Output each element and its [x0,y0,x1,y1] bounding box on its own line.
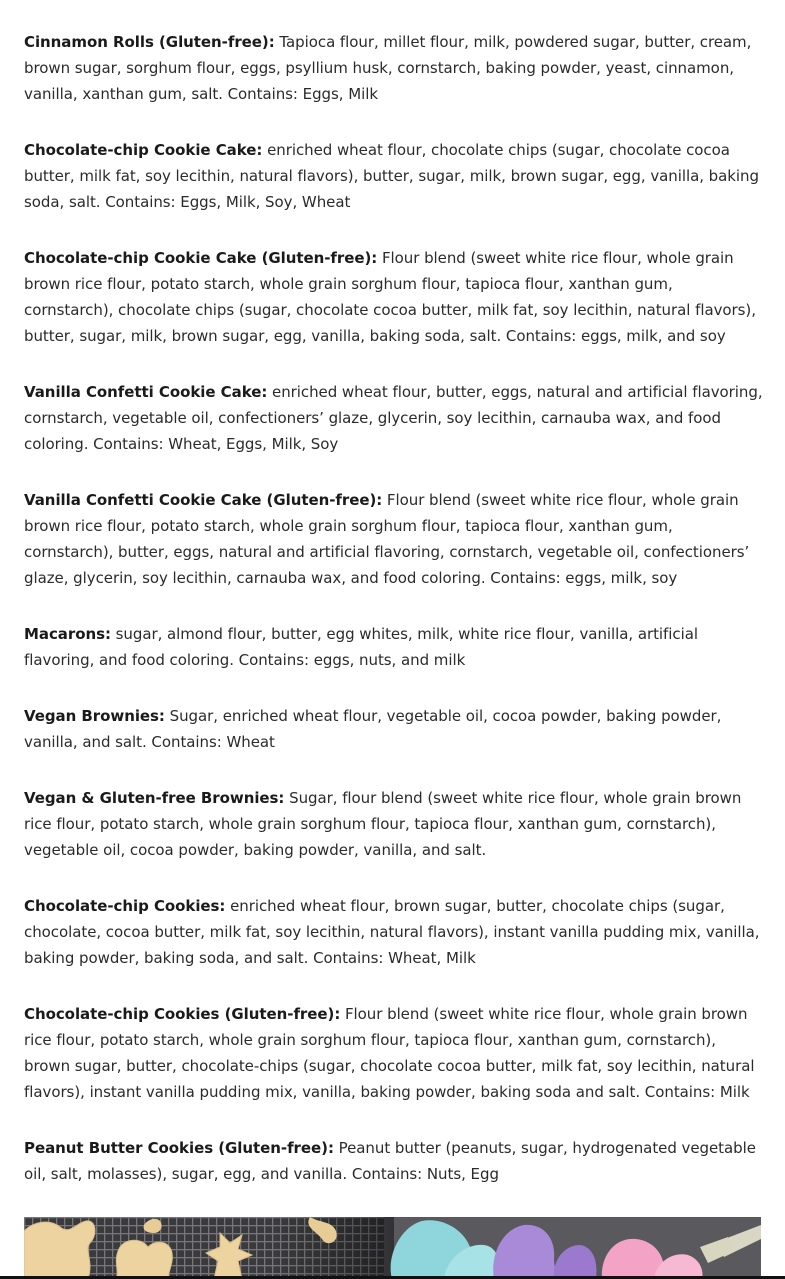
cookies-and-icing-photo [24,1217,761,1279]
entry-text: sugar, almond flour, butter, egg whites, milk, white rice flour, vanilla, artificial flavoring, and food coloring. Contains: eggs, nuts, and milk [24,625,698,669]
entry-text: Sugar, enriched wheat flour, vegetable oil, cocoa powder, baking powder, vanilla, and salt. Contains: Wheat [24,707,722,751]
entry-name: Chocolate-chip Cookies: [24,897,226,915]
cookie-shape-1 [24,1221,95,1279]
rack-shade [274,1217,394,1279]
entry-name: Chocolate-chip Cookie Cake (Gluten-free): [24,249,378,267]
entry-name: Vegan Brownies: [24,707,165,725]
ingredient-entry-vanilla-confetti-cookie-cake [24,379,764,457]
ingredient-entry-choc-chip-cookie-cake-gf [24,245,764,349]
entry-name: Cinnamon Rolls (Gluten-free): [24,33,275,51]
entry-name: Macarons: [24,625,111,643]
ingredient-entry-cinnamon-rolls-gf [24,29,764,107]
ingredient-entry-choc-chip-cookies [24,893,764,971]
entry-text: Flour blend (sweet white rice flour, whole grain brown rice flour, potato starch, whole grain sorghum flour, tapioca flour, xanthan gum, cornstarch), chocolate chips (sugar, chocolate cocoa butter, milk fat, soy lecithin, natural flavors), butter, sugar, milk, brown sugar, egg, vanilla, baking soda, salt. Contains: eggs, milk, and soy [24,249,756,345]
ingredient-entry-vanilla-confetti-cookie-cake-gf [24,487,764,591]
entry-text: enriched wheat flour, brown sugar, butter, chocolate chips (sugar, chocolate, cocoa butter, milk fat, soy lecithin, natural flavors), instant vanilla pudding mix, vanilla, baking powder, baking soda, and salt. Contains: Wheat, Milk [24,897,760,967]
ingredient-entry-vegan-gf-brownies [24,785,764,863]
ingredient-entry-choc-chip-cookie-cake [24,137,764,215]
entry-text: enriched wheat flour, butter, eggs, natural and artificial flavoring, cornstarch, vegetable oil, confectioners’ glaze, glycerin, soy lecithin, carnauba wax, and food coloring. Contains: Wheat, Eggs, Milk, Soy [24,383,763,453]
entry-text: enriched wheat flour, chocolate chips (sugar, chocolate cocoa butter, milk fat, soy lecithin, natural flavors), butter, sugar, milk, brown sugar, egg, vanilla, baking soda, salt. Contains: Eggs, Milk, Soy, Wheat [24,141,759,211]
entry-name: Chocolate-chip Cookies (Gluten-free): [24,1005,341,1023]
ingredients-list [24,29,764,1217]
entry-text: Flour blend (sweet white rice flour, whole grain brown rice flour, potato starch, whole grain sorghum flour, tapioca flour, xanthan gum, cornstarch), brown sugar, butter, chocolate-chips (sugar, chocolate cocoa butter, milk fat, soy lecithin, natural flavors), instant vanilla pudding mix, vanilla, baking powder, baking soda and salt. Contains: Milk [24,1005,755,1101]
ingredient-entry-peanut-butter-cookies-gf [24,1135,764,1187]
cookie-shape-2 [116,1240,172,1279]
entry-text: Sugar, flour blend (sweet white rice flour, whole grain brown rice flour, potato starch, whole grain sorghum flour, tapioca flour, xanthan gum, cornstarch), vegetable oil, cocoa powder, baking powder, vanilla, and salt. [24,789,742,859]
entry-text: Peanut butter (peanuts, sugar, hydrogenated vegetable oil, salt, molasses), sugar, egg, and vanilla. Contains: Nuts, Egg [24,1139,756,1183]
entry-text: Flour blend (sweet white rice flour, whole grain brown rice flour, potato starch, whole grain sorghum flour, tapioca flour, xanthan gum, cornstarch), butter, eggs, natural and artificial flavoring, cornstarch, vegetable oil, confectioners’ glaze, glycerin, soy lecithin, carnauba wax, and food coloring. Contains: eggs, milk, soy [24,491,750,587]
entry-name: Vegan & Gluten-free Brownies: [24,789,285,807]
ingredient-entry-vegan-brownies [24,703,764,755]
entry-text: Tapioca flour, millet flour, milk, powdered sugar, butter, cream, brown sugar, sorghum flour, eggs, psyllium husk, cornstarch, baking powder, yeast, cinnamon, vanilla, xanthan gum, salt. Contains: Eggs, Milk [24,33,752,103]
entry-name: Chocolate-chip Cookie Cake: [24,141,263,159]
entry-name: Peanut Butter Cookies (Gluten-free): [24,1139,334,1157]
entry-name: Vanilla Confetti Cookie Cake (Gluten-free): [24,491,383,509]
ingredient-entry-choc-chip-cookies-gf [24,1001,764,1105]
ingredient-entry-macarons [24,621,764,673]
entry-name: Vanilla Confetti Cookie Cake: [24,383,268,401]
